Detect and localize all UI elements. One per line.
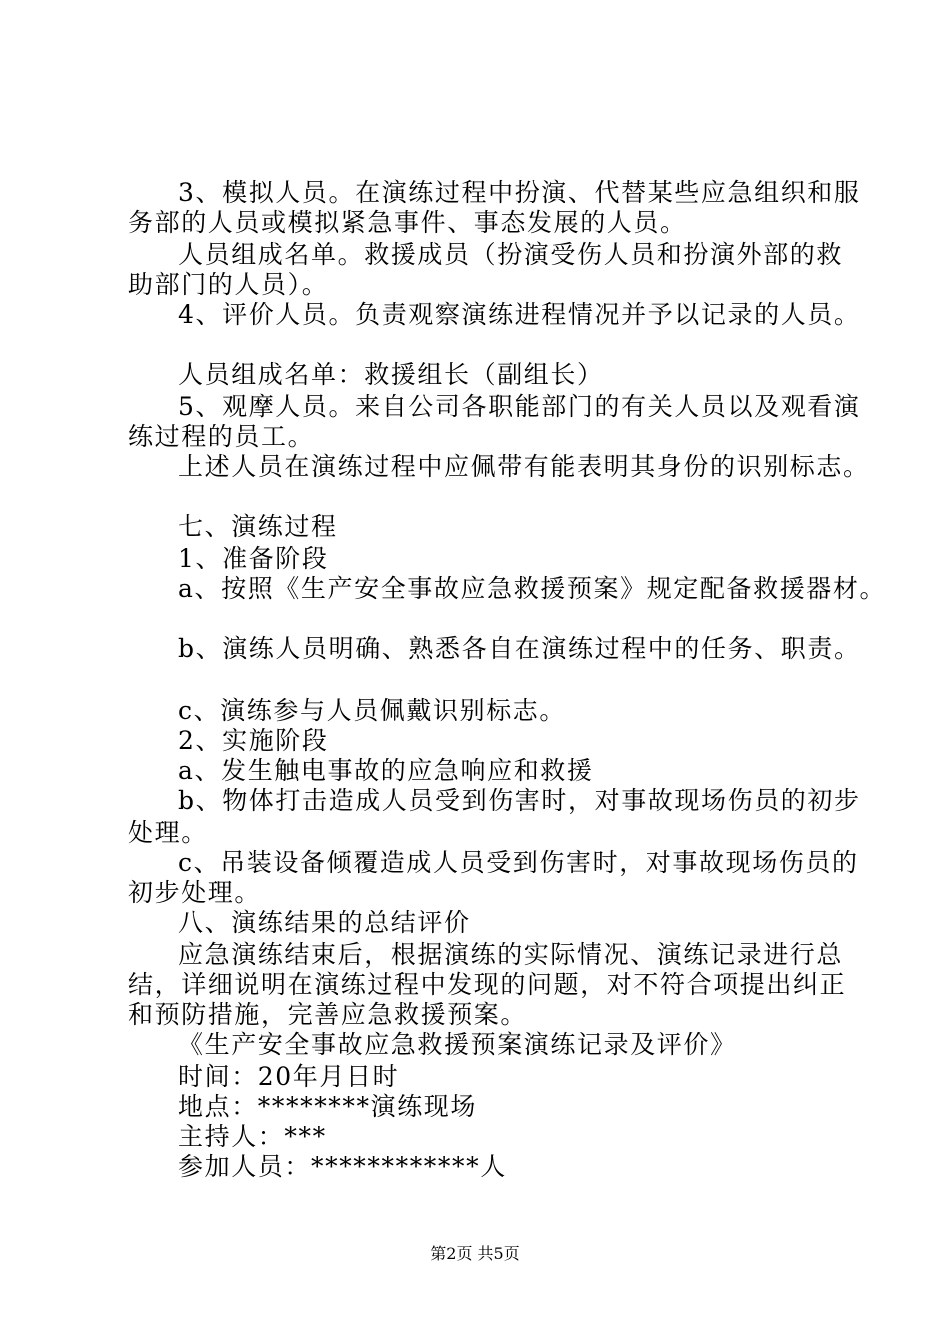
record-field-participants: 参加人员：************人 bbox=[178, 1152, 507, 1181]
paragraph-line: 3、模拟人员。在演练过程中扮演、代替某些应急组织和服 bbox=[178, 178, 861, 207]
paragraph-line: b、物体打击造成人员受到伤害时，对事故现场伤员的初步 bbox=[178, 786, 861, 815]
paragraph-line: 和预防措施，完善应急救援预案。 bbox=[128, 1000, 528, 1029]
paragraph-line: 上述人员在演练过程中应佩带有能表明其身份的识别标志。 bbox=[178, 452, 870, 481]
paragraph-line: 结，详细说明在演练过程中发现的问题，对不符合项提出纠正 bbox=[128, 970, 847, 999]
paragraph-line: 练过程的员工。 bbox=[128, 422, 315, 451]
paragraph-line: c、吊装设备倾覆造成人员受到伤害时，对事故现场伤员的 bbox=[178, 848, 859, 877]
subsection-heading: 2、实施阶段 bbox=[178, 726, 329, 755]
page-number: 第2页 共5页 bbox=[430, 1244, 520, 1263]
paragraph-line: 应急演练结束后，根据演练的实际情况、演练记录进行总 bbox=[178, 940, 844, 969]
paragraph-line: 务部的人员或模拟紧急事件、事态发展的人员。 bbox=[128, 208, 687, 237]
paragraph-line: 助部门的人员）。 bbox=[128, 270, 329, 299]
paragraph-line: 处理。 bbox=[128, 818, 208, 847]
paragraph-line: 初步处理。 bbox=[128, 878, 262, 907]
paragraph-line: 5、观摩人员。来自公司各职能部门的有关人员以及观看演 bbox=[178, 392, 861, 421]
paragraph-line: a、发生触电事故的应急响应和救援 bbox=[178, 756, 594, 785]
paragraph-line: 人员组成名单：救援组长（副组长） bbox=[178, 360, 604, 389]
paragraph-line: 人员组成名单。救援成员（扮演受伤人员和扮演外部的救 bbox=[178, 240, 844, 269]
record-field-time: 时间：20年月日时 bbox=[178, 1062, 400, 1091]
paragraph-line: b、演练人员明确、熟悉各自在演练过程中的任务、职责。 bbox=[178, 634, 861, 663]
record-field-location: 地点：********演练现场 bbox=[178, 1092, 478, 1121]
paragraph-line: c、演练参与人员佩戴识别标志。 bbox=[178, 696, 567, 725]
section-heading: 八、演练结果的总结评价 bbox=[178, 908, 471, 937]
subsection-heading: 1、准备阶段 bbox=[178, 544, 329, 573]
paragraph-line: a、按照《生产安全事故应急救援预案》规定配备救援器材。 bbox=[178, 574, 887, 603]
record-field-host: 主持人：*** bbox=[178, 1122, 327, 1151]
record-title: 《生产安全事故应急救援预案演练记录及评价》 bbox=[178, 1030, 737, 1059]
paragraph-line: 4、评价人员。负责观察演练进程情况并予以记录的人员。 bbox=[178, 300, 861, 329]
section-heading: 七、演练过程 bbox=[178, 512, 338, 541]
